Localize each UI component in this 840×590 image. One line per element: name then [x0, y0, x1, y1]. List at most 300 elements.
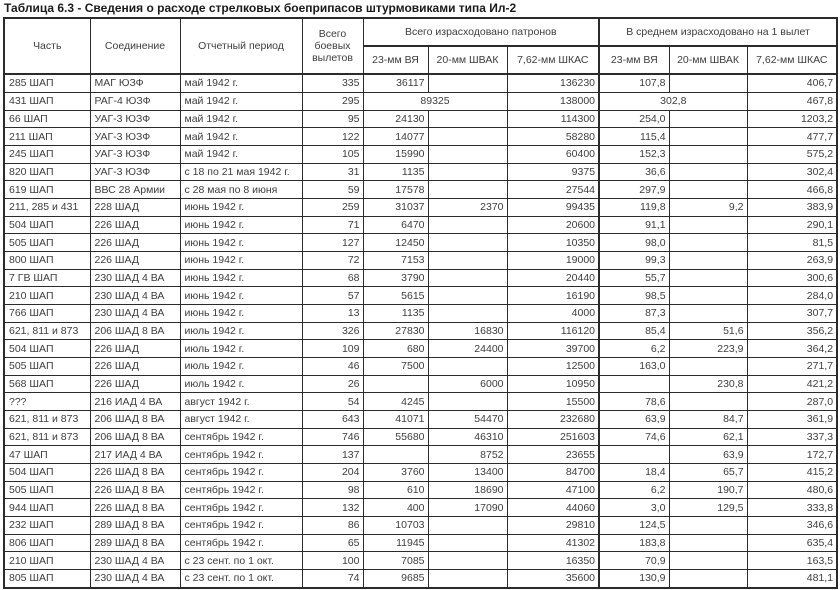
cell-total-shvak: 8752 [428, 446, 507, 464]
cell-total-shkas: 9375 [507, 163, 599, 181]
cell-sorties: 127 [302, 234, 363, 252]
col-header-period: Отчетный период [180, 18, 302, 74]
cell-avg-shvak: 62,1 [669, 428, 747, 446]
cell-unit: 211 ШАП [4, 128, 90, 146]
cell-total-shvak: 13400 [428, 463, 507, 481]
cell-avg-shvak: 190,7 [669, 481, 747, 499]
table-row [4, 481, 837, 499]
cell-total-shkas: 60400 [507, 145, 599, 163]
col-header-avg-shvak: 20-мм ШВАК [669, 46, 747, 74]
cell-sorties: 54 [302, 393, 363, 411]
cell-period: июнь 1942 г. [180, 304, 302, 322]
cell-period: сентябрь 1942 г. [180, 446, 302, 464]
table-row [4, 375, 837, 393]
cell-avg-shvak: 223,9 [669, 340, 747, 358]
cell-sorties: 122 [302, 128, 363, 146]
col-header-formation: Соединение [90, 18, 180, 74]
cell-total-shkas: 19000 [507, 251, 599, 269]
cell-total-shvak [428, 304, 507, 322]
cell-sorties: 204 [302, 463, 363, 481]
cell-formation: 206 ШАД 8 ВА [90, 322, 180, 340]
cell-sorties: 71 [302, 216, 363, 234]
cell-unit: 619 ШАП [4, 181, 90, 199]
table-row [4, 569, 837, 588]
cell-avg-shvak [669, 287, 747, 305]
cell-unit: 505 ШАП [4, 357, 90, 375]
cell-total-shvak [428, 145, 507, 163]
col-header-total-shvak: 20-мм ШВАК [428, 46, 507, 74]
cell-avg-vya: 98,5 [599, 287, 669, 305]
cell-total-shvak: 16830 [428, 322, 507, 340]
cell-period: июнь 1942 г. [180, 269, 302, 287]
cell-total-vya: 1135 [363, 304, 428, 322]
cell-avg-shvak [669, 393, 747, 411]
cell-avg-shkas: 287,0 [747, 393, 837, 411]
table-row [4, 534, 837, 552]
cell-avg-vya: 85,4 [599, 322, 669, 340]
cell-avg-vya: 3,0 [599, 499, 669, 517]
cell-sorties: 643 [302, 410, 363, 428]
cell-total-vya: 41071 [363, 410, 428, 428]
cell-total-shvak: 17090 [428, 499, 507, 517]
cell-avg-vya: 119,8 [599, 198, 669, 216]
cell-avg-shvak [669, 251, 747, 269]
cell-total-vya: 7085 [363, 552, 428, 570]
cell-avg-vya: 78,6 [599, 393, 669, 411]
cell-sorties: 100 [302, 552, 363, 570]
table-row [4, 516, 837, 534]
cell-formation: 289 ШАД 8 ВА [90, 534, 180, 552]
cell-avg-vya: 63,9 [599, 410, 669, 428]
cell-avg-vya: 107,8 [599, 74, 669, 92]
cell-avg-shkas: 467,8 [747, 92, 837, 110]
cell-formation: 226 ШАД [90, 234, 180, 252]
cell-formation: 217 ИАД 4 ВА [90, 446, 180, 464]
cell-avg-shvak [669, 74, 747, 92]
cell-total-shkas: 20440 [507, 269, 599, 287]
cell-total-shkas: 23655 [507, 446, 599, 464]
cell-period: июль 1942 г. [180, 322, 302, 340]
cell-avg-shkas: 361,9 [747, 410, 837, 428]
cell-avg-shvak [669, 534, 747, 552]
cell-unit: 820 ШАП [4, 163, 90, 181]
cell-total-vya: 27830 [363, 322, 428, 340]
cell-period: июнь 1942 г. [180, 287, 302, 305]
table-row [4, 216, 837, 234]
cell-avg-vya [599, 375, 669, 393]
cell-total-shkas: 39700 [507, 340, 599, 358]
cell-unit: 504 ШАП [4, 340, 90, 358]
cell-formation: 226 ШАД 8 ВА [90, 463, 180, 481]
cell-sorties: 68 [302, 269, 363, 287]
cell-sorties: 95 [302, 110, 363, 128]
cell-period: июль 1942 г. [180, 357, 302, 375]
cell-avg-shkas: 263,9 [747, 251, 837, 269]
cell-total-shvak [428, 181, 507, 199]
cell-avg-vya: 152,3 [599, 145, 669, 163]
table-row [4, 181, 837, 199]
cell-avg-shkas: 290,1 [747, 216, 837, 234]
cell-formation: 228 ШАД [90, 198, 180, 216]
cell-formation: УАГ-3 ЮЗФ [90, 163, 180, 181]
cell-sorties: 72 [302, 251, 363, 269]
cell-total-vya: 6470 [363, 216, 428, 234]
cell-formation: 230 ШАД 4 ВА [90, 304, 180, 322]
cell-avg-vya: 36,6 [599, 163, 669, 181]
cell-avg-shkas: 383,9 [747, 198, 837, 216]
table-row [4, 251, 837, 269]
cell-total-vya: 31037 [363, 198, 428, 216]
cell-avg-vya: 297,9 [599, 181, 669, 199]
cell-formation: 230 ШАД 4 ВА [90, 287, 180, 305]
cell-total-shkas: 44060 [507, 499, 599, 517]
cell-total-shvak [428, 516, 507, 534]
cell-total-shvak [428, 269, 507, 287]
cell-avg-shkas: 337,3 [747, 428, 837, 446]
cell-period: сентябрь 1942 г. [180, 463, 302, 481]
cell-avg-vya: 91,1 [599, 216, 669, 234]
cell-avg-shvak: 129,5 [669, 499, 747, 517]
cell-formation: 226 ШАД 8 ВА [90, 481, 180, 499]
cell-avg-shkas: 302,4 [747, 163, 837, 181]
cell-formation: 226 ШАД 8 ВА [90, 499, 180, 517]
cell-period: сентябрь 1942 г. [180, 428, 302, 446]
cell-avg-shvak [669, 128, 747, 146]
cell-sorties: 105 [302, 145, 363, 163]
cell-total-shvak [428, 552, 507, 570]
cell-sorties: 26 [302, 375, 363, 393]
cell-total-shkas: 58280 [507, 128, 599, 146]
cell-avg-vya: 6,2 [599, 481, 669, 499]
cell-avg-vya: 99,3 [599, 251, 669, 269]
table-row [4, 269, 837, 287]
cell-total-shkas: 251603 [507, 428, 599, 446]
cell-period: июнь 1942 г. [180, 251, 302, 269]
cell-total-vya: 55680 [363, 428, 428, 446]
cell-formation: 226 ШАД [90, 340, 180, 358]
cell-period: май 1942 г. [180, 128, 302, 146]
table-row [4, 74, 837, 92]
cell-avg-vya: 183,8 [599, 534, 669, 552]
table-row [4, 393, 837, 411]
table-row [4, 499, 837, 517]
cell-formation: 216 ИАД 4 ВА [90, 393, 180, 411]
cell-sorties: 335 [302, 74, 363, 92]
cell-total-vya [363, 446, 428, 464]
table-row [4, 446, 837, 464]
col-header-unit: Часть [4, 18, 90, 74]
table-header [4, 18, 837, 74]
cell-avg-shvak [669, 269, 747, 287]
cell-avg-shvak [669, 110, 747, 128]
cell-unit: 505 ШАП [4, 234, 90, 252]
cell-unit: 766 ШАП [4, 304, 90, 322]
cell-sorties: 132 [302, 499, 363, 517]
cell-total-shvak: 54470 [428, 410, 507, 428]
cell-avg-vya: 6,2 [599, 340, 669, 358]
col-header-avg-shkas: 7,62-мм ШКАС [747, 46, 837, 74]
cell-total-shvak [428, 357, 507, 375]
cell-unit: 285 ШАП [4, 74, 90, 92]
cell-period: с 28 мая по 8 июня [180, 181, 302, 199]
cell-unit: 66 ШАП [4, 110, 90, 128]
cell-total-shkas: 84700 [507, 463, 599, 481]
cell-total-vya: 680 [363, 340, 428, 358]
cell-period: сентябрь 1942 г. [180, 516, 302, 534]
cell-total-shkas: 10350 [507, 234, 599, 252]
cell-avg-shkas: 356,2 [747, 322, 837, 340]
table-row [4, 128, 837, 146]
cell-formation: РАГ-4 ЮЗФ [90, 92, 180, 110]
table-row [4, 357, 837, 375]
cell-period: август 1942 г. [180, 393, 302, 411]
cell-avg-vya: 163,0 [599, 357, 669, 375]
cell-sorties: 137 [302, 446, 363, 464]
cell-avg-shkas: 421,2 [747, 375, 837, 393]
cell-avg-vya: 254,0 [599, 110, 669, 128]
cell-period: июнь 1942 г. [180, 198, 302, 216]
cell-unit: 568 ШАП [4, 375, 90, 393]
cell-total-shkas: 20600 [507, 216, 599, 234]
cell-avg-shkas: 163,5 [747, 552, 837, 570]
cell-total-vya: 7153 [363, 251, 428, 269]
cell-avg-shkas: 481,1 [747, 569, 837, 588]
cell-avg-shvak [669, 145, 747, 163]
cell-avg-shkas: 284,0 [747, 287, 837, 305]
cell-sorties: 746 [302, 428, 363, 446]
cell-avg-vya: 70,9 [599, 552, 669, 570]
cell-avg-shvak [669, 163, 747, 181]
cell-total-shvak: 46310 [428, 428, 507, 446]
cell-avg-shvak: 84,7 [669, 410, 747, 428]
cell-total-shkas: 99435 [507, 198, 599, 216]
table-row [4, 234, 837, 252]
cell-avg-shkas: 406,7 [747, 74, 837, 92]
cell-avg-shvak: 65,7 [669, 463, 747, 481]
cell-total-shvak [428, 74, 507, 92]
cell-unit: 805 ШАП [4, 569, 90, 588]
cell-total-shkas: 29810 [507, 516, 599, 534]
cell-sorties: 59 [302, 181, 363, 199]
cell-unit: 7 ГВ ШАП [4, 269, 90, 287]
cell-total-shvak [428, 287, 507, 305]
cell-avg-shkas: 172,7 [747, 446, 837, 464]
cell-sorties: 57 [302, 287, 363, 305]
cell-total-vya: 9685 [363, 569, 428, 588]
cell-total-shkas: 138000 [507, 92, 599, 110]
cell-total-shvak [428, 216, 507, 234]
cell-formation: 206 ШАД 8 ВА [90, 410, 180, 428]
cell-avg-shvak [669, 552, 747, 570]
cell-unit: 210 ШАП [4, 552, 90, 570]
cell-total-shvak: 24400 [428, 340, 507, 358]
cell-formation: 230 ШАД 4 ВА [90, 552, 180, 570]
cell-total-shkas: 35600 [507, 569, 599, 588]
cell-total-shvak [428, 393, 507, 411]
cell-total-vya: 15990 [363, 145, 428, 163]
col-header-total-vya: 23-мм ВЯ [363, 46, 428, 74]
cell-avg-shkas: 477,7 [747, 128, 837, 146]
col-group-average-per-sortie: В среднем израсходовано на 1 вылет [599, 18, 837, 46]
cell-avg-shkas: 575,2 [747, 145, 837, 163]
cell-unit: 232 ШАП [4, 516, 90, 534]
table-row [4, 322, 837, 340]
cell-total-shkas: 15500 [507, 393, 599, 411]
cell-avg-shkas: 364,2 [747, 340, 837, 358]
cell-sorties: 259 [302, 198, 363, 216]
cell-sorties: 13 [302, 304, 363, 322]
table-row [4, 304, 837, 322]
cell-avg-vya: 87,3 [599, 304, 669, 322]
cell-sorties: 98 [302, 481, 363, 499]
cell-total-shkas: 41302 [507, 534, 599, 552]
table-row [4, 410, 837, 428]
cell-formation: 206 ШАД 8 ВА [90, 428, 180, 446]
cell-total-vya: 36117 [363, 74, 428, 92]
cell-total-shkas: 10950 [507, 375, 599, 393]
col-header-total-shkas: 7,62-мм ШКАС [507, 46, 599, 74]
cell-total-shkas: 4000 [507, 304, 599, 322]
cell-avg-shkas: 300,6 [747, 269, 837, 287]
cell-unit: 621, 811 и 873 [4, 410, 90, 428]
cell-total-vya: 1135 [363, 163, 428, 181]
cell-avg-vya [599, 446, 669, 464]
cell-period: июнь 1942 г. [180, 216, 302, 234]
cell-total-shkas: 136230 [507, 74, 599, 92]
table-row [4, 287, 837, 305]
cell-avg-shvak [669, 216, 747, 234]
table-title: Таблица 6.3 - Сведения о расходе стрелковых боеприпасов штурмовиками типа Ил-2 [4, 1, 517, 15]
cell-avg-vya: 18,4 [599, 463, 669, 481]
cell-period: июль 1942 г. [180, 375, 302, 393]
cell-formation: УАГ-3 ЮЗФ [90, 145, 180, 163]
cell-avg-shkas: 415,2 [747, 463, 837, 481]
cell-total-vya: 10703 [363, 516, 428, 534]
cell-total-vya: 12450 [363, 234, 428, 252]
table-row [4, 163, 837, 181]
cell-formation: 230 ШАД 4 ВА [90, 269, 180, 287]
cell-avg-shvak [669, 569, 747, 588]
cell-unit: 621, 811 и 873 [4, 428, 90, 446]
cell-total-vya: 4245 [363, 393, 428, 411]
cell-unit: 504 ШАП [4, 463, 90, 481]
cell-avg-shvak: 63,9 [669, 446, 747, 464]
cell-sorties: 326 [302, 322, 363, 340]
cell-formation: ВВС 28 Армии [90, 181, 180, 199]
cell-sorties: 31 [302, 163, 363, 181]
cell-total-shkas: 16190 [507, 287, 599, 305]
ammo-consumption-table [3, 17, 838, 589]
cell-total-vya: 17578 [363, 181, 428, 199]
cell-total-vya: 5615 [363, 287, 428, 305]
cell-total-vya-shvak-merged: 89325 [363, 92, 507, 110]
cell-total-vya [363, 375, 428, 393]
cell-period: май 1942 г. [180, 92, 302, 110]
cell-total-shvak [428, 110, 507, 128]
cell-sorties: 74 [302, 569, 363, 588]
cell-period: сентябрь 1942 г. [180, 534, 302, 552]
cell-avg-vya: 98,0 [599, 234, 669, 252]
cell-avg-shvak: 51,6 [669, 322, 747, 340]
col-header-avg-vya: 23-мм ВЯ [599, 46, 669, 74]
cell-unit: 210 ШАП [4, 287, 90, 305]
cell-avg-shvak [669, 357, 747, 375]
cell-unit: 944 ШАП [4, 499, 90, 517]
table-row [4, 340, 837, 358]
cell-total-shvak [428, 569, 507, 588]
cell-avg-shvak [669, 304, 747, 322]
cell-avg-vya: 74,6 [599, 428, 669, 446]
cell-total-vya: 11945 [363, 534, 428, 552]
cell-total-shvak: 18690 [428, 481, 507, 499]
cell-total-shkas: 47100 [507, 481, 599, 499]
cell-formation: 289 ШАД 8 ВА [90, 516, 180, 534]
cell-unit: 504 ШАП [4, 216, 90, 234]
table-row [4, 198, 837, 216]
cell-total-shvak [428, 251, 507, 269]
cell-total-shvak [428, 234, 507, 252]
cell-avg-shvak [669, 234, 747, 252]
cell-period: с 23 сент. по 1 окт. [180, 569, 302, 588]
cell-avg-shvak [669, 516, 747, 534]
cell-period: август 1942 г. [180, 410, 302, 428]
cell-sorties: 109 [302, 340, 363, 358]
cell-period: с 18 по 21 мая 1942 г. [180, 163, 302, 181]
cell-formation: 226 ШАД [90, 216, 180, 234]
cell-sorties: 65 [302, 534, 363, 552]
cell-avg-shkas: 307,7 [747, 304, 837, 322]
cell-formation: УАГ-3 ЮЗФ [90, 110, 180, 128]
cell-total-shkas: 116120 [507, 322, 599, 340]
cell-total-shkas: 114300 [507, 110, 599, 128]
cell-avg-shkas: 466,8 [747, 181, 837, 199]
col-header-sorties: Всего боевых вылетов [302, 18, 363, 74]
cell-total-shvak: 2370 [428, 198, 507, 216]
cell-sorties: 86 [302, 516, 363, 534]
table-body [4, 74, 837, 588]
cell-period: с 23 сент. по 1 окт. [180, 552, 302, 570]
cell-total-shvak [428, 128, 507, 146]
cell-total-vya: 24130 [363, 110, 428, 128]
table-row [4, 428, 837, 446]
cell-total-shvak: 6000 [428, 375, 507, 393]
table-row [4, 463, 837, 481]
table-row [4, 110, 837, 128]
cell-avg-shvak: 230,8 [669, 375, 747, 393]
cell-avg-vya: 115,4 [599, 128, 669, 146]
cell-total-vya: 610 [363, 481, 428, 499]
cell-unit: 505 ШАП [4, 481, 90, 499]
cell-avg-shkas: 1203,2 [747, 110, 837, 128]
cell-period: май 1942 г. [180, 110, 302, 128]
cell-period: сентябрь 1942 г. [180, 481, 302, 499]
cell-avg-vya-shvak-merged: 302,8 [599, 92, 747, 110]
cell-formation: 226 ШАД [90, 251, 180, 269]
cell-unit: 245 ШАП [4, 145, 90, 163]
cell-avg-shkas: 81,5 [747, 234, 837, 252]
cell-total-shkas: 27544 [507, 181, 599, 199]
cell-total-shkas: 232680 [507, 410, 599, 428]
cell-avg-vya: 124,5 [599, 516, 669, 534]
cell-period: июль 1942 г. [180, 340, 302, 358]
cell-period: сентябрь 1942 г. [180, 499, 302, 517]
cell-unit: 431 ШАП [4, 92, 90, 110]
cell-total-vya: 400 [363, 499, 428, 517]
cell-unit: 806 ШАП [4, 534, 90, 552]
cell-avg-vya: 130,9 [599, 569, 669, 588]
header-group-row [4, 18, 837, 46]
cell-total-vya: 14077 [363, 128, 428, 146]
